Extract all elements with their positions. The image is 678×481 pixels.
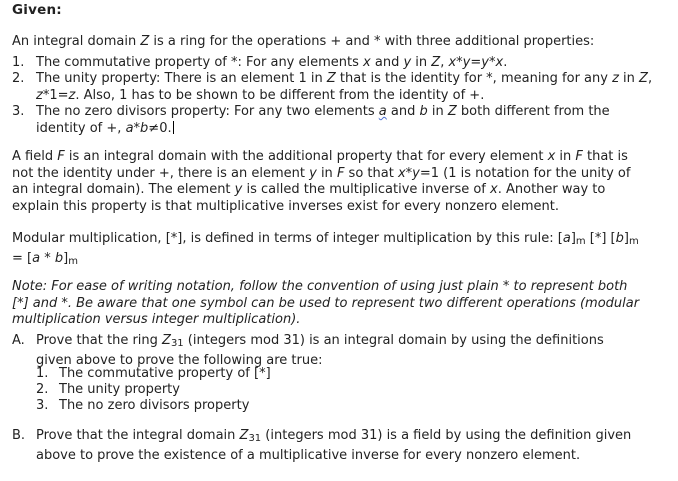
item-text: The no zero divisors property: [59, 398, 250, 413]
task-text: Prove that the integral domain $Z_{31}$ (integers mod 31) is a field by using the definition given above to prove the existence of a multiplicative inverse for every nonzero element.: [36, 428, 632, 463]
property-number: 1.: [12, 55, 25, 70]
property-text: The commutative property of *: For any elements x and y in Z, x*y=y*x.: [36, 55, 508, 70]
property-number: 3.: [12, 104, 25, 119]
text-cursor: [173, 121, 174, 134]
notation-note: Note: For ease of writing notation, follow the convention of using just plain * to represent both [*] and *. Be aware that one symbol can be used to represent two different operations (modular multiplication versus integer multiplication).: [12, 279, 640, 327]
task-text: Prove that the ring $Z_{31}$ (integers mod 31) is an integral domain by using the definitions given above to prove the following are true:: [36, 333, 604, 368]
item-number: 3.: [36, 398, 49, 413]
task-label: B.: [12, 428, 26, 443]
given-heading: Given:: [12, 2, 62, 18]
property-text: The no zero divisors property: For any two elements a and b in Z both different from the identity of +, a*b≠0.: [36, 104, 610, 136]
modular-multiplication-definition: Modular multiplication, [*], is defined in terms of integer multiplication by this rule: $[a]_m$ [*] $[b]_m = [a * b]_m$: [12, 231, 639, 267]
item-text: The unity property: [59, 382, 180, 397]
task-label: A.: [12, 333, 25, 348]
field-definition: A field F is an integral domain with the additional property that for every element x in F that is not the identity under +, there is an element y in F so that x*y=1 (1 is notation for the unity of an integral domain). The element y is called the multiplicative inverse of x. Another way to explain this property is that multiplicative inverses exist for every nonzero element.: [12, 149, 631, 214]
item-number: 1.: [36, 366, 49, 381]
property-number: 2.: [12, 71, 25, 86]
item-text: The commutative property of [*]: [59, 366, 271, 381]
item-number: 2.: [36, 382, 49, 397]
integral-domain-intro: An integral domain Z is a ring for the operations + and * with three additional properties:: [12, 34, 595, 49]
property-text: The unity property: There is an element 1 in Z that is the identity for *, meaning for any z in Z, z*1=z. Also, 1 has to be shown to be different from the identity of +.: [36, 71, 653, 103]
